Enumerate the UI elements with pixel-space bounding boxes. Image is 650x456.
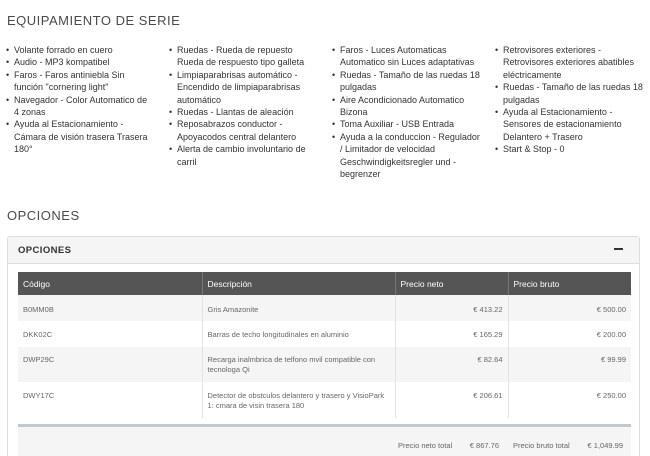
equipamiento-column: [332, 44, 480, 180]
minus-icon[interactable]: [612, 242, 626, 256]
cell-precio-neto: € 413.22: [395, 295, 508, 321]
equipment-item: • Ruedas - Tamaño de las ruedas 18 pulgadas: [332, 69, 480, 94]
col-header-codigo[interactable]: Código: [18, 272, 202, 295]
cell-codigo: DKK02C: [18, 321, 202, 347]
table-row: [18, 321, 631, 347]
equipment-item: • Ruedas - Tamaño de las ruedas 18 pulgadas: [495, 81, 643, 106]
opciones-panel: [7, 236, 640, 456]
equipment-item: • Navegador - Color Automatico de 4 zonas: [6, 94, 154, 119]
table-header-row: [18, 272, 631, 295]
equipment-item: • Ruedas - Rueda de repuesto Rueda de respuesto tipo galleta: [169, 44, 317, 69]
cell-precio-bruto: € 99.99: [508, 347, 631, 382]
cell-codigo: DWY17C: [18, 382, 202, 418]
col-header-precio-bruto[interactable]: Precio bruto: [508, 272, 631, 295]
col-header-descripcion[interactable]: Descripción: [202, 272, 395, 295]
equipamiento-column: [169, 44, 317, 168]
panel-title: OPCIONES: [18, 245, 72, 256]
equipamiento-title: EQUIPAMIENTO DE SERIE: [7, 13, 181, 28]
equipment-item: • Limpiaparabrisas automático - Encendido de limpiaparabrisas automático: [169, 69, 317, 106]
table-row: [18, 382, 631, 418]
equipment-item: • Ayuda a la conduccion - Regulador / Limitador de velocidad Geschwindigkeitsregler und -begrenzer: [332, 131, 480, 181]
table-row: [18, 347, 631, 382]
options-table: [18, 272, 631, 418]
cell-descripcion: Gris Amazonite: [202, 295, 395, 321]
col-header-precio-neto[interactable]: Precio neto: [395, 272, 508, 295]
cell-descripcion: Barras de techo longitudinales en aluminio: [202, 321, 395, 347]
equipment-item: • Volante forrado en cuero: [6, 44, 154, 56]
cell-codigo: B0MM0B: [18, 295, 202, 321]
total-bruto-label: Precio bruto total: [513, 441, 570, 450]
equipment-item: • Toma Auxiliar - USB Entrada: [332, 118, 480, 130]
total-neto-label: Precio neto total: [398, 441, 453, 450]
equipamiento-column: [495, 44, 643, 156]
cell-precio-bruto: € 200.00: [508, 321, 631, 347]
equipment-item: • Aire Acondicionado Automatico Bizona: [332, 94, 480, 119]
equipment-item: • Alerta de cambio involuntario de carril: [169, 143, 317, 168]
cell-descripcion: Detector de obstculos delantero y trasero y VisioPark 1: cmara de visin trasera 180: [202, 382, 395, 418]
equipamiento-column: [6, 44, 154, 156]
cell-precio-bruto: € 500.00: [508, 295, 631, 321]
equipment-item: • Reposabrazos conductor - Apoyacodos central delantero: [169, 118, 317, 143]
cell-precio-bruto: € 250.00: [508, 382, 631, 418]
opciones-title: OPCIONES: [7, 208, 80, 223]
equipment-item: • Ayuda al Estacionamiento - Cámara de visión trasera Trasera 180°: [6, 118, 154, 155]
equipment-item: • Start & Stop - 0: [495, 143, 643, 155]
total-neto-value: € 867.76: [469, 441, 499, 450]
cell-descripcion: Recarga inalmbrica de telfono mvil compatible con tecnologa Qi: [202, 347, 395, 382]
equipment-item: • Audio - MP3 kompatibel: [6, 56, 154, 68]
equipment-item: • Faros - Faros antiniebla Sin función "cornering light": [6, 69, 154, 94]
total-bruto-value: € 1,049.99: [587, 441, 623, 450]
equipment-item: • Faros - Luces Automaticas Automatico sin Luces adaptativas: [332, 44, 480, 69]
panel-header[interactable]: [8, 237, 639, 264]
cell-precio-neto: € 206.61: [395, 382, 508, 418]
table-row: [18, 295, 631, 321]
cell-precio-neto: € 165.29: [395, 321, 508, 347]
cell-precio-neto: € 82.64: [395, 347, 508, 382]
equipment-item: • Retrovisores exteriores - Retrovisores exteriores abatibles eléctricamente: [495, 44, 643, 81]
cell-codigo: DWP29C: [18, 347, 202, 382]
equipment-item: • Ayuda al Estacionamiento - Sensores de estacionamiento Delantero + Trasero: [495, 106, 643, 143]
totals-bar: [18, 424, 631, 456]
equipment-item: • Ruedas - Llantas de aleación: [169, 106, 317, 118]
